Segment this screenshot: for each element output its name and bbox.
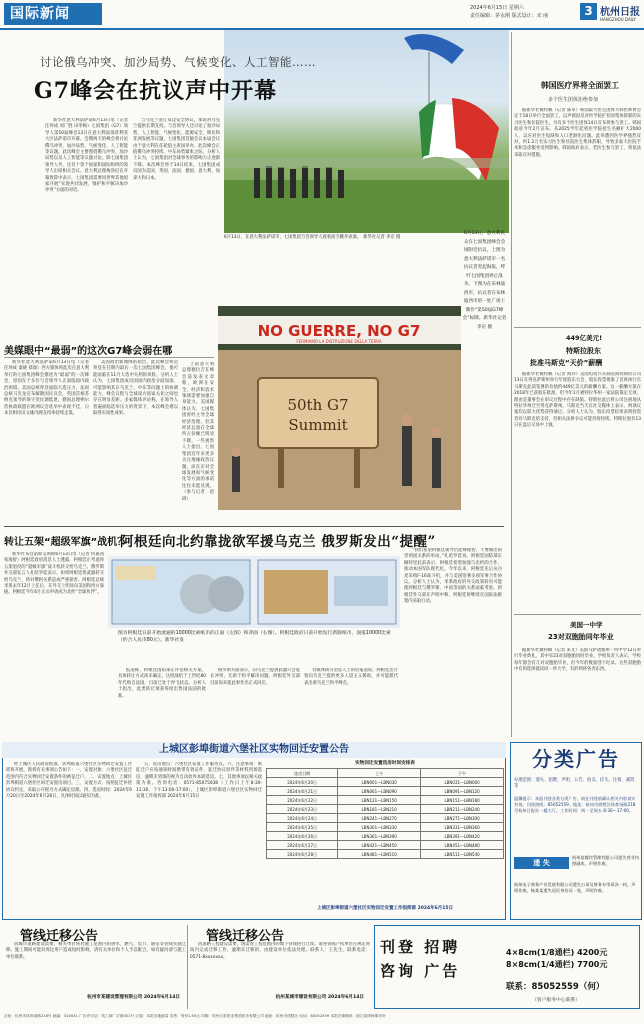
ad-rates-phone: 联系：85052559（何）	[506, 982, 605, 992]
schedule-cell: 2024年6月28日	[267, 850, 338, 859]
weak-body-col-1: 新华社意大利法萨诺6月13日电（记者 任珂成 秦晓 郑康）西方媒体将此次在意大利举行的七国集团峰会描述为“最弱”的一次峰会，原因在于多位与会领导人正面临国内政治困境。美国总统拜登面临大选压力，法国总统马克龙宣布解散国民议会，英国首相苏纳克领导的保守党民调低迷，德国总理朔尔茨执政联盟在欧洲议会选举中表现不佳，日本首相岸田文雄内阁支持率持续走低。	[4, 360, 89, 417]
schedule-cell: LBN211—LBN240	[421, 805, 504, 814]
protest-scene	[218, 306, 461, 510]
schedule-cell: LBN001—LBN030	[338, 778, 421, 787]
resettlement-notice-body-1: 经上城区人民政府批准，彭埠街道六堡社区实物回迁安置工作即将开展。现将有关事项公告如下：一、安置对象：六堡社区征迁范围内符合实物回迁安置条件的被征迁户。二、安置地点：上城区彭埠街道六堡社区回迁安置房项目。三、安置方式：按照征迁补偿协议约定，采取公开摇号方式确定房源。四、选房时间：2024年6月20日至2024年6月28日，具体时间以通知为准。	[6, 762, 132, 800]
tesla-body: 据新华社微特稿（记者 海洋）美国电动汽车制造商特斯拉公司13日在得克萨斯州举行年度股东大会，股东投票批准了首席执行官马斯克此前签署的价值约449亿美元的薪酬方案。这一薪酬方案在2018年已获股东批准，但今年1月被特拉华州一家法院裁定无效，理由是董事会在审议过程中存在缺陷。特斯拉此后将公司注册地从特拉华州迁至得克萨斯州。马斯克当天在社交媒体上表示，两项议案均以较大优势获得通过。分析人士认为，股东投票结果表明投资者对马斯克的支持，但相关法律争议可能仍将持续。特斯拉股价13日在盘后交易中上涨。	[514, 372, 641, 429]
korea-body: 据新华社微特稿（记者 陈卓）韩国最大医生团体大韩医师协会定于18日举行全面罢工，以声援因反对医学院扩招而集体辞职的实习医生和住院医生。另有多个医生团体14日宣布将参与罢工。韩国政府今年2月宣布，从2025学年起将医学院招生名额扩大2000人，以应对医生短缺和人口老龄化问题。此举遭到医学界强烈反对，约1.2万名实习医生和住院医生集体辞职，导致多家大医院手术和急诊服务受到影响。韩国政府表示，若医生参与罢工，将依法采取应对措施。	[514, 108, 641, 158]
schedule-row	[267, 805, 504, 814]
schedule-cell: 2024年6月27日	[267, 841, 338, 850]
column-divider	[511, 32, 512, 737]
korea-headline: 韩国医疗界将全面罢工	[541, 81, 619, 90]
section-tag: 国际新闻	[4, 3, 102, 25]
schedule-cell: 2024年6月23日	[267, 805, 338, 814]
weak-body-col-3: 上前意大利总理德拉吉在峰会前发表文章称，欧洲在安全、经济和技术领域需要加强自身能力。美国媒体认为，七国集团曾经主导全球经济治理，但其经济总量在全球所占份额已明显下降。一些观察人士指出，七国集团近年来更多关注地缘政治议题，而在应对全球发展和气候变化等方面的承诺往往未能兑现。（参与记者：赵研）	[182, 362, 214, 502]
lost-notice-2: 杭州电子商务产业发展有限公司遗失公章及财务专用章各一枚，声明作废。杨某某遗失居民身份证一张，声明作废。	[514, 882, 636, 893]
classifieds-title: 分类广告	[532, 747, 620, 771]
pipeline-notice-1-signature: 杭州市某建设管理有限公司 2024年6月14日	[87, 995, 180, 1000]
paper-logo: 杭州日报	[600, 7, 640, 18]
lost-notice-1: 杭州某餐饮管理有限公司遗失营业执照副本，声明作废。	[572, 855, 640, 866]
argentina-kicker: 转让五架“超级军旗”战机？	[4, 537, 128, 548]
divider	[4, 357, 214, 358]
schedule-row	[267, 778, 504, 787]
selection-schedule	[266, 760, 504, 920]
page-number: 3	[580, 3, 597, 20]
peso-banknote-photo	[108, 556, 400, 628]
schedule-cell: LBN391—LBN420	[421, 832, 504, 841]
schedule-footer: 上城区彭埠街道六堡社区实物回迁安置工作指挥部 2024年6月15日	[317, 906, 453, 911]
twins-body: 据新华社微特稿（记者 朱文）美国马萨诸塞州一所中学12日举行毕业典礼，其中有23对双胞胎同时毕业。学校负责人表示，学校每年都会有几对双胞胎毕业，但今年的数量创下纪录。这些双胞胎中有的选择就读同一所大学，有的则将各奔东西。	[514, 648, 641, 673]
tesla-headline: 特斯拉股东	[566, 347, 601, 355]
schedule-header-cell: 上午	[338, 769, 421, 778]
banner-text: NO GUERRE, NO G7	[257, 322, 421, 340]
g7-kicker: 讨论俄乌冲突、加沙局势、气候变化、人工智能……	[40, 55, 316, 69]
classifieds-scope: 办理范围：遗失、招聘、声明、公告、拍卖、挂失、注销、减资等	[514, 778, 635, 789]
schedule-cell: LBN181—LBN210	[338, 805, 421, 814]
schedule-cell: 2024年6月26日	[267, 832, 338, 841]
schedule-cell: 2024年6月20日	[267, 778, 338, 787]
banner-subtext: FERMIAMO LA DISTRUZIONE DELLA TERRA	[296, 339, 382, 344]
schedule-row	[267, 850, 504, 859]
pipeline-notice-1-body: 因城市道路建设需要，相关单位将对施工范围内的供水、燃气、电力、通信等管线实施迁移。施工期间可能对周边用户造成短时影响，请有关单位和个人予以配合。如有疑问请与施工单位联系。	[6, 942, 186, 960]
weak-body-col-2: 美国政治新闻网站指出，此次峰会将是拜登在任期内最后一次七国集团峰会，他可能面临在11月大选中失利的风险。分析人士认为，七国集团成员国国内政治分歧加深，可能影响其在乌克兰、中东等问题上的协调能力，峰会议程与全球南方国家关切之间也存在明显差距。多家媒体评论称，在领导人普遍面临选举压力的背景下，本次峰会难以取得实质性成果。	[93, 360, 178, 417]
weak-summit-headline: 美媒眼中“最弱”的这次G7峰会弱在哪	[4, 346, 173, 357]
schedule-table	[266, 768, 504, 859]
date-line: 2024年6月15日 星期六	[470, 5, 524, 11]
schedule-cell: LBN361—LBN390	[338, 832, 421, 841]
protest-photo	[218, 306, 461, 510]
schedule-cell: LBN241—LBN270	[338, 814, 421, 823]
schedule-cell: LBN331—LBN360	[421, 823, 504, 832]
argentina-body-col-3: 俄罗斯方面表示，向乌克兰提供武器只会延长冲突，无助于和平解决问题。阿根廷外交部目前尚未就此事作出正式回应。	[210, 668, 300, 686]
schedule-cell: LBN511—LBN540	[421, 850, 504, 859]
divider	[514, 327, 641, 328]
schedule-header-cell: 选房日期	[267, 769, 338, 778]
classifieds-notice: 温馨提示：本报刊登各类分类广告，请在刊登前确认相关内容真实有效。刊登热线：85052559。地址：杭州市拱墅区体育场路218号杭州日报社一楼大厅。工作时间：周一至周五 8:30—17:00。	[514, 796, 636, 813]
schedule-cell: LBN301—LBN330	[338, 823, 421, 832]
schedule-cell: 2024年6月25日	[267, 823, 338, 832]
lost-tag: 遗 失	[514, 857, 569, 869]
schedule-cell: 2024年6月24日	[267, 814, 338, 823]
twins-kicker: 美国一中学	[570, 621, 603, 629]
schedule-cell: LBN151—LBN180	[421, 796, 504, 805]
ad-rates-line-1: 刊登 招聘	[380, 938, 461, 956]
pipeline-notice-2-body: 因道路工程建设需要，现需对工程范围内的地下管线进行迁改。请各管线产权单位在规定时间内完成迁移工作，逾期未迁移的，由建设单位依法处理。联系人：王先生，联系电话：0571-8xxxxxxx。	[190, 942, 370, 960]
schedule-row	[267, 787, 504, 796]
pipeline-notice-1-title: 管线迁移公告	[20, 929, 99, 944]
schedule-cell: LBN031—LBN060	[421, 778, 504, 787]
schedule-cell: 2024年6月21日	[267, 787, 338, 796]
g7-body-col-2: 与乌克兰签订双边安全协议、承诺对乌克兰提供长期支持。与会领导人还讨论了加沙局势、人工智能、气候变化、能源安全、移民和非洲发展等议题。七国集团首脑会议本届会议由于意大利在任轮值主席国举办。此次峰会正值俄乌冲突持续、中东局势紧张之际，分析人士认为，七国集团对全球事务的影响力正逐渐下降。本次峰会将于14日结束。七国集团成员国为美国、英国、法国、德国、意大利、加拿大和日本。	[133, 118, 220, 181]
price-line-1: 4×8cm(1/8通栏) 4200元	[506, 948, 608, 957]
schedule-cell: LBN271—LBN300	[421, 814, 504, 823]
schedule-row	[267, 841, 504, 850]
price-line-2: 8×8cm(1/4通栏) 7700元	[506, 960, 608, 969]
schedule-row	[267, 823, 504, 832]
g7-photo-caption: 6月13日，在意大利法萨诺市，七国集团与会领导人观看高空跳伞表演。 新华社记者 李京 摄	[224, 235, 401, 240]
argentina-headline: 阿根廷向北约靠拢欲军援乌克兰 俄罗斯发出“提醒”	[120, 534, 436, 550]
g7-headline: G7峰会在抗议声中开幕	[34, 78, 278, 104]
page-footer: 社址：杭州市体育场路218号 邮编：310041 广告许可证：杭工商广字第001号 订阅：本报各地邮局 零售：每份1.50元 印刷：杭州日报报业集团印务有限公司 地址：杭州市拱墅区 电话：85052559 本报法律顾问：浙江某律师事务所	[4, 1014, 386, 1018]
resettlement-notice-title: 上城区彭埠街道六堡社区实物回迁安置公告	[2, 742, 506, 758]
ad-rates-line-2: 咨询 广告	[380, 962, 461, 980]
schedule-row	[267, 814, 504, 823]
schedule-row	[267, 796, 504, 805]
masthead-info	[470, 4, 548, 20]
tesla-kicker: 449亿美元!	[566, 334, 603, 342]
column-divider	[187, 925, 188, 1009]
schedule-cell: LBN421—LBN450	[338, 841, 421, 850]
schedule-cell: LBN061—LBN090	[338, 787, 421, 796]
divider	[514, 614, 641, 615]
pipeline-notice-2-signature: 杭州某城市建设有限公司 2024年6月14日	[275, 995, 364, 1000]
section-divider	[4, 526, 504, 527]
schedule-header-cell: 下午	[421, 769, 504, 778]
ad-rates-contact: （客户服务中心联系）	[532, 998, 580, 1003]
ad-rates-prices	[506, 947, 636, 971]
schedule-title: 实物回迁安置选房时间安排表	[355, 761, 415, 766]
schedule-cell: LBN091—LBN120	[421, 787, 504, 796]
banknotes	[108, 556, 400, 628]
sign-line-2: Summit	[288, 416, 348, 434]
tesla-subheadline: 批准马斯克“天价”薪酬	[530, 359, 603, 367]
schedule-row	[267, 832, 504, 841]
editors-line: 责任编辑：茅永刚 版式设计：宋 丽	[470, 13, 549, 19]
schedule-cell: 2024年6月22日	[267, 796, 338, 805]
korea-subheadline: 多个医生团体拒绝参加	[548, 97, 599, 103]
sign-line-1: 50th G7	[287, 396, 349, 414]
argentina-body-col-1: 新华社布宜诺斯艾利斯6月13日电（记者 何嘉茜 张海舒）阿根廷政府消息人士透露，阿根廷正考虑将五架退役的“超级军旗”战斗机转交给乌克兰。俄罗斯外交部发言人扎哈罗娃表示，如果阿根廷将武器转交给乌克兰，将对俄阿关系造成严重损害。阿根廷总统米莱去年12月上任后，在外交上明显向美国和西方靠拢。阿根廷今年4月正式申请成为北约“全球伙伴”。	[4, 552, 104, 596]
schedule-cell: LBN451—LBN480	[421, 841, 504, 850]
pipeline-notice-2-title: 管线迁移公告	[206, 929, 285, 944]
schedule-cell: LBN121—LBN150	[338, 796, 421, 805]
ad-rates-categories	[380, 935, 520, 983]
paper-logo-en: HANGZHOU DAILY	[600, 17, 636, 22]
peso-photo-caption: 图为阿根廷日前开始流通的10000比索纸币的正面（左图）和背面（右图）。阿根廷政府日前开始发行新版纸币，面值10000比索（约合人民币80元）。新华社发	[118, 631, 391, 643]
argentina-body-col-4: 有媒体援引消息人士的话报道说，阿根廷还计划向乌克兰提供更多人道主义援助，并可能派代表出席乌克兰和平峰会。	[304, 668, 398, 686]
protest-photo-caption: 6月13日，意大利民众在七国集团峰会会场附近抗议，上图为意大利法萨诺市一名抗议者竖起海报，呼吁七国集团停止战争。下图为在布林迪西市，抗议者在布林迪西市的一处广场上制作“第50届G7峰会”标牌。新华社记者李京 摄	[462, 231, 507, 330]
argentina-body-col-5: “我们希望阿根廷领导层能够理智，不要做出损害两国关系的举动。”扎哈罗娃说。阿根廷国防部长佩特里此前表示，阿根廷希望加强与北约的合作，推动本国军队现代化。今年以来，阿根廷先后从丹麦采购F-16战斗机，并与美国签署多项军事合作协议。分析人士认为，米莱政府的外交政策转向可能使阿根廷与俄罗斯、中国等国的关系面临考验。阿根廷外交部在声明中称，阿根廷将继续在国际法框架内采取行动。	[404, 548, 502, 605]
parachute	[404, 34, 464, 64]
schedule-cell: LBN481—LBN510	[338, 850, 421, 859]
argentina-body-col-2: 报道称，阿根廷国防部正评估相关方案，具体转让方式尚未确定。这批战机于上世纪80年代购自法国，目前已处于停飞状态。分析人士指出，此类转让须获得原出售国法国的批准。	[118, 668, 206, 699]
g7-body-col-1: 新华社意大利法萨诺6月13日电（记者 任珂成 刘广胜 田冬梅）七国集团（G7）领导人第50届峰会13日在意大利南部普利亚大区法萨诺市开幕。会期两天的峰会将讨论俄乌冲突、加沙局势、气候变化、人工智能等议题。此次峰会主要围绕俄乌冲突、加沙局势以及人工智能等议题讨论。除七国集团领导人外，还有十余个国家和国际组织的领导人出席相关会议。意大利总理梅洛尼在开幕致辞中表示，七国集团需要同世界其他国家开展“实现共同发展、维护和平解决加沙冲突”方面的对话。	[45, 118, 128, 194]
twins-headline: 23对双胞胎同年毕业	[548, 633, 614, 641]
resettlement-notice-body-2: 五、选房地点：六堡社区安置工作服务点。六、注意事项：被征迁户应按通知时间携带有效证件、征迁协议原件等材料到场选房，逾期未到场的视为自动放弃本轮选房。七、其他事项以相关政策为准。咨询电话：0571-85075038（工作日上午8:30-11:30，下午13:00-17:00）。上城区彭埠街道六堡社区实物回迁安置工作指挥部 2024年6月15日	[136, 762, 262, 800]
